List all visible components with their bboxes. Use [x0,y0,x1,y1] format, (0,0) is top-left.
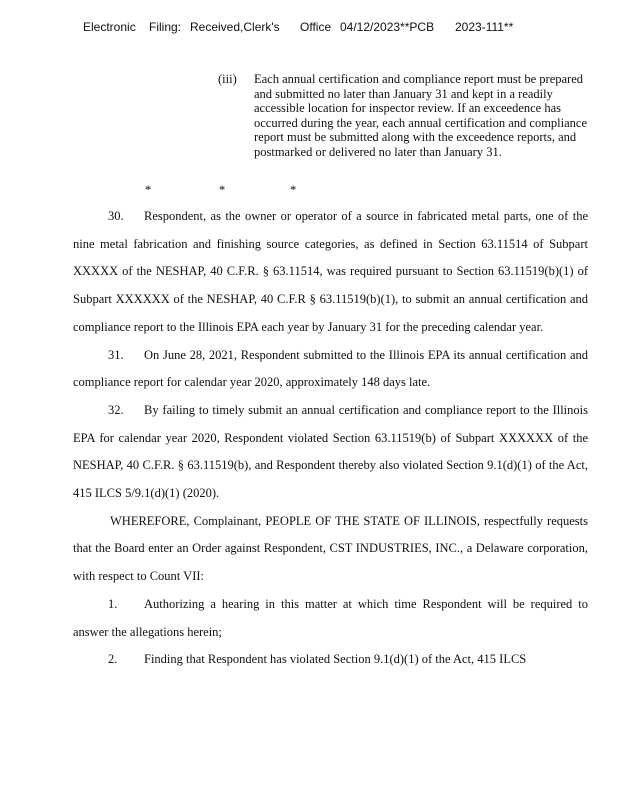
paragraph-text: Authorizing a hearing in this matter at which time Respondent will be required to answer the allegations herein; [73,596,588,639]
paragraph-30 [73,203,588,342]
header-received-clerks: Received,Clerk's [190,20,280,34]
header-office: Office [300,20,332,34]
header-filing: Filing: [149,20,182,34]
prayer-item-2 [73,646,588,674]
prayer-item-1 [73,591,588,646]
asterisk: * [145,183,152,197]
header-case-number: 2023-111** [455,20,514,34]
wherefore-paragraph [73,508,588,591]
paragraph-32 [73,397,588,508]
header-date-pcb: 04/12/2023**PCB [340,20,435,34]
asterisk: * [290,183,297,197]
quote-item-number: (iii) [218,72,237,86]
document-body [73,203,588,674]
paragraph-number: 32. [108,402,124,417]
paragraph-number: 1. [108,596,118,611]
paragraph-31 [73,342,588,397]
paragraph-text: WHEREFORE, Complainant, PEOPLE OF THE STATE OF ILLINOIS, respectfully requests that the Board enter an Order against Respondent, CST INDUSTRIES, INC., a Delaware corporation, with respect to Count VII: [73,513,588,584]
paragraph-text: Finding that Respondent has violated Section 9.1(d)(1) of the Act, 415 ILCS [144,652,527,667]
paragraph-number: 31. [108,347,124,362]
paragraph-text: On June 28, 2021, Respondent submitted to the Illinois EPA its annual certification and compliance report for calendar year 2020, approximately 148 days late. [73,347,588,390]
header-electronic: Electronic [83,20,136,34]
regulation-quote [218,72,598,159]
quote-text: Each annual certification and compliance report must be prepared and submitted no later than January 31 and kept in a readily accessible location for inspector review. If an exceedence has occurred during the year, each annual certification and compliance report must be submitted along with the exceedence reports, and postmarked or delivered no later than January 31. [254,72,588,159]
asterisk: * [219,183,226,197]
paragraph-number: 2. [108,652,118,667]
paragraph-text: Respondent, as the owner or operator of a source in fabricated metal parts, one of the nine metal fabrication and finishing source categories, as defined in Section 63.11514 of Subpart XXXXX of the NESHAP, 40 C.F.R. § 63.11514, was required pursuant to Section 63.11519(b)(1) of Subpart XXXXXX of the NESHAP, 40 C.F.R § 63.11519(b)(1), to submit an annual certification and compliance report to the Illinois EPA each year by January 31 for the preceding calendar year. [73,209,588,334]
paragraph-text: By failing to timely submit an annual certification and compliance report to the Illinois EPA for calendar year 2020, Respondent violated Section 63.11519(b) of Subpart XXXXXX of the NESHAP, 40 C.F.R. § 63.11519(b), and Respondent thereby also violated Section 9.1(d)(1) of the Act, 415 ILCS 5/9.1(d)(1) (2020). [73,402,588,501]
paragraph-number: 30. [108,209,124,223]
